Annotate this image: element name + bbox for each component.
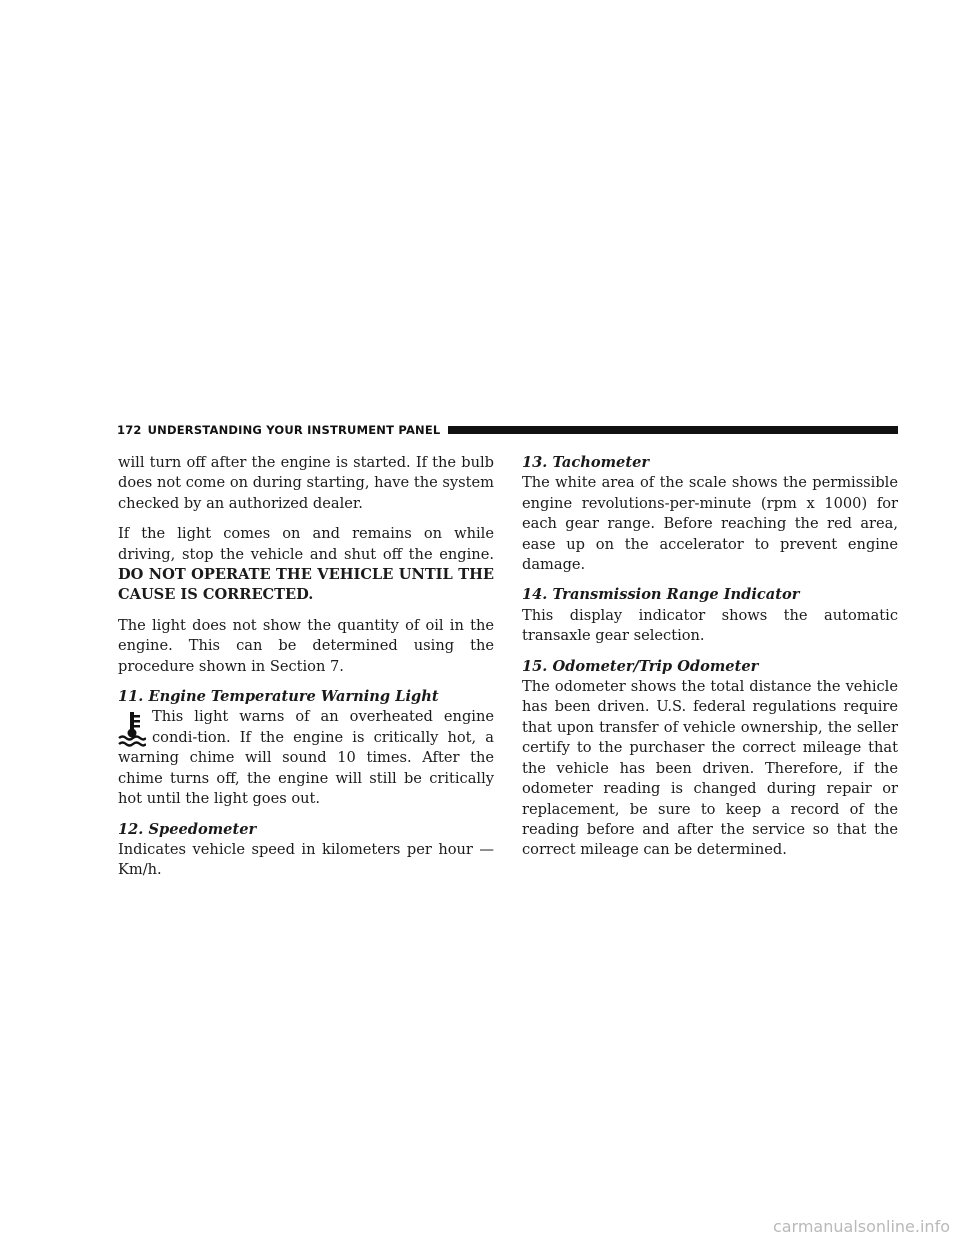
oil-light-instruction: If the light comes on and remains on while driving, stop the vehicle and shut off the engine. <box>118 525 494 563</box>
section-title: UNDERSTANDING YOUR INSTRUMENT PANEL <box>147 423 441 437</box>
tachometer-text: The white area of the scale shows the permissible engine revolutions-per-minute (rpm x 1000) for each gear range. Before reaching the red area, ease up on the accelerator to prevent engine damage. <box>522 474 898 574</box>
oil-light-paragraph-3: The light does not show the quantity of oil in the engine. This can be determined using the procedure shown in Section 7. <box>118 616 494 675</box>
transmission-text: This display indicator shows the automatic transaxle gear selection. <box>522 606 898 645</box>
oil-light-warning: DO NOT OPERATE THE VEHICLE UNTIL THE CAUSE IS CORRECTED. <box>118 566 494 604</box>
odometer-heading: 15. Odometer/Trip Odometer <box>522 657 759 675</box>
right-column <box>522 453 898 871</box>
engine-temp-text-indented: This light warns of an overheated engine condi-tion. If the engine is critically hot, a warning chime will sound 10 times. After the chime turns off, the <box>118 708 494 787</box>
header-rule <box>448 426 898 434</box>
engine-temp-heading: 11. Engine Temperature Warning Light <box>118 688 439 706</box>
watermark: carmanualsonline.info <box>772 1217 950 1236</box>
engine-temp-text-rest: engine will still be critically hot until the light goes out. <box>118 769 495 808</box>
speedometer-heading: 12. Speedometer <box>118 820 257 838</box>
left-column <box>118 453 494 891</box>
oil-light-paragraph-2 <box>118 524 494 606</box>
transmission-heading: 14. Transmission Range Indicator <box>522 586 800 604</box>
engine-temperature-icon <box>118 711 146 747</box>
tachometer-heading: 13. Tachometer <box>522 454 650 471</box>
engine-temp-paragraph <box>118 707 494 809</box>
speedometer-text: Indicates vehicle speed in kilometers per hour — Km/h. <box>118 840 494 879</box>
odometer-text: The odometer shows the total distance the vehicle has been driven. U.S. federal regulations require that upon transfer of vehicle ownership, the seller certify to the purchaser the correct mileage that the vehicle has been driven. Therefore, if the odometer reading is changed during repair or replacement, be sure to keep a record of the reading before and after the service so that the correct mileage can be determined. <box>522 678 898 859</box>
page-number: 172 <box>117 423 142 437</box>
page-header <box>117 421 898 439</box>
oil-light-paragraph-1: will turn off after the engine is started. If the bulb does not come on during starting, have the system checked by an authorized dealer. <box>118 454 494 512</box>
